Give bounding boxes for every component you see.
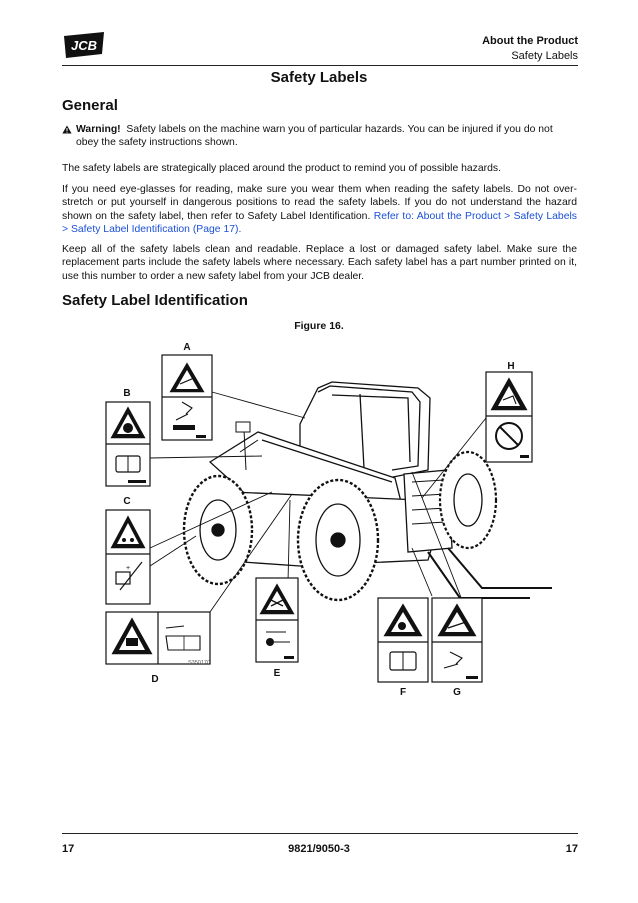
- safety-label-b: [106, 402, 150, 486]
- footer-divider: [62, 833, 578, 834]
- jcb-logo-text: JCB: [70, 38, 98, 53]
- footer-doc-number: 9821/9050-3: [288, 843, 350, 855]
- safety-label-g: [432, 598, 482, 682]
- warning-text-line1: Safety labels on the machine warn you of particular hazards. You can be injured if you do not: [126, 124, 553, 135]
- safety-label-a: [162, 355, 212, 440]
- svg-text:+: +: [126, 565, 131, 572]
- label-d-letter: D: [151, 674, 159, 685]
- header-section: About the Product: [482, 35, 578, 47]
- warning-label: Warning!: [76, 124, 121, 135]
- paragraph-strategic-placement: The safety labels are strategically placed around the product to remind you of possible hazards.: [62, 163, 501, 174]
- identification-heading: Safety Label Identification: [62, 292, 248, 309]
- paragraph-keep-clean: Keep all of the safety labels clean and readable. Replace a lost or damaged safety label. Make sure the replacement parts include the safety labels where necessary. Each safety label has a part number printed on it, use this number to order a new safety label from your JCB dealer.: [62, 244, 577, 282]
- safety-label-h: [486, 372, 532, 462]
- label-c-letter: C: [123, 496, 131, 507]
- label-h-letter: H: [507, 361, 515, 372]
- label-f-letter: F: [399, 687, 407, 698]
- page-title: Safety Labels: [270, 69, 368, 86]
- header-subsection: Safety Labels: [511, 50, 578, 62]
- safety-label-d: [106, 612, 210, 664]
- figure-code: S350170: [188, 660, 211, 666]
- warning-text-line2: obey the safety instructions shown.: [76, 137, 238, 149]
- label-b-letter: B: [123, 388, 131, 399]
- safety-label-identification-link[interactable]: Refer to: About the Product > Safety Labels > Safety Label Identification (Page 17).: [62, 210, 577, 235]
- label-g-letter: G: [453, 687, 461, 698]
- safety-label-c: [106, 510, 150, 604]
- safety-label-f: [378, 598, 428, 682]
- label-a-letter: A: [183, 342, 191, 353]
- paragraph-eyeglasses-text: If you need eye-glasses for reading, make sure you wear them when reading the safety labels. Do not over-stretch or put yourself in dangerous positions to read the safety labels. If you do not understand the hazard shown on the safety label, then refer to Safety Label Identification.: [62, 184, 577, 222]
- general-heading: General: [62, 97, 118, 114]
- safety-label-e: [256, 578, 298, 662]
- figure-caption: Figure 16.: [294, 320, 344, 332]
- footer-page-right: 17: [565, 843, 578, 855]
- label-e-letter: E: [273, 668, 281, 679]
- footer-page-left: 17: [62, 843, 75, 855]
